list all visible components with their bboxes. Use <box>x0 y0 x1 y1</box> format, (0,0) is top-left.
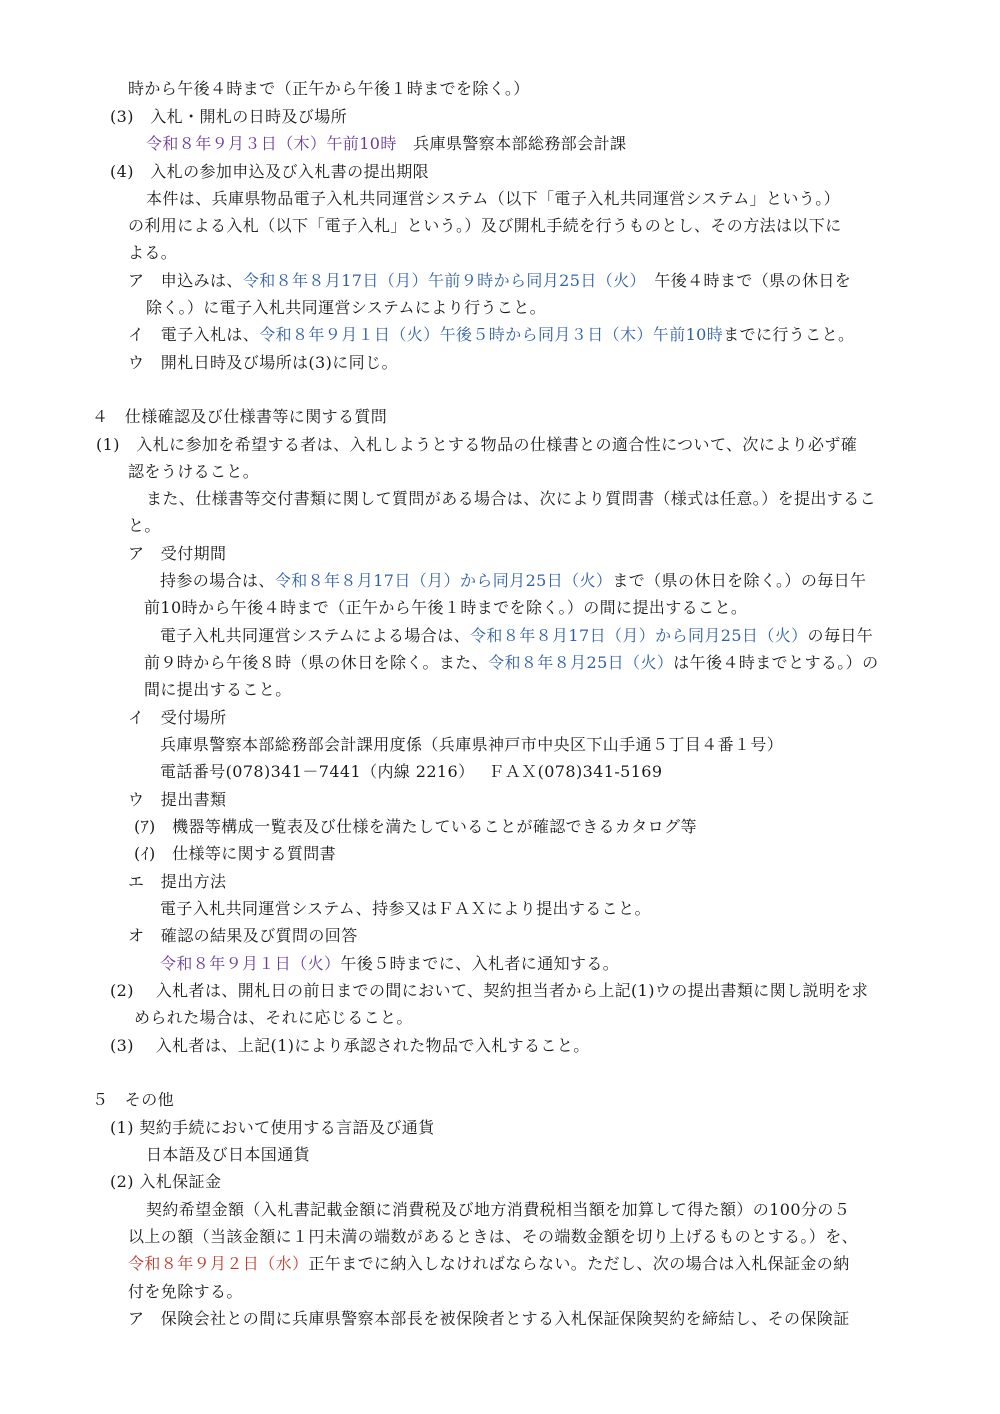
date-highlight: 令和８年９月１日（火）午後５時から同月３日（木）午前10時 <box>259 325 724 344</box>
text-line-l38 <box>146 1144 310 1166</box>
text-line-l05 <box>146 188 840 210</box>
text-segment: 本件は、兵庫県物品電子入札共同運営システム（以下「電子入札共同運営システム」という。） <box>146 189 841 208</box>
text-segment: 以上の額（当該金額に１円未満の端数があるときは、その端数金額を切り上げるものとする。）を、 <box>128 1227 859 1246</box>
text-line-l20 <box>160 625 873 647</box>
text-segment: 午後４時まで（県の休日を <box>637 271 852 290</box>
text-line-l03 <box>146 133 626 155</box>
text-segment: (1) 契約手続において使用する言語及び通貨 <box>110 1118 435 1137</box>
text-line-l26 <box>128 789 226 811</box>
text-segment: 日本語及び日本国通貨 <box>146 1145 311 1164</box>
text-segment: ５ その他 <box>92 1090 175 1109</box>
text-segment: の毎日午 <box>807 626 874 645</box>
text-segment: ア 申込みは、 <box>128 271 243 290</box>
text-segment: 電話番号(078)341－7441（内線 2216） ＦＡＸ(078)341-5169 <box>160 762 663 781</box>
text-segment: 電子入札共同運営システムによる場合は、 <box>160 626 471 645</box>
text-segment: 持参の場合は、 <box>160 571 275 590</box>
text-segment: ウ 開札日時及び場所は(3)に同じ。 <box>128 353 398 372</box>
text-segment: (2) 入札者は、開札日の前日までの間において、契約担当者から上記(1)ウの提出書類に関し説明を求 <box>110 981 869 1000</box>
text-line-l43 <box>128 1281 243 1303</box>
text-segment: 兵庫県警察本部総務部会計課 <box>396 134 627 153</box>
date-highlight: 令和８年８月17日（月）午前９時から同月25日（火） <box>242 271 638 290</box>
text-line-l15 <box>146 488 876 510</box>
date-highlight: 令和８年８月25日（火） <box>488 653 674 672</box>
text-line-l07 <box>128 242 177 264</box>
text-line-l02 <box>110 106 347 128</box>
text-line-l13 <box>96 434 857 456</box>
text-line-l28 <box>134 843 336 865</box>
date-highlight: 令和８年８月17日（月）から同月25日（火） <box>470 626 808 645</box>
text-segment: (1) 入札に参加を希望する者は、入札しようとする物品の仕様書との適合性について、次により必ず確 <box>96 435 858 454</box>
date-highlight: 令和８年９月２日（水） <box>128 1254 309 1273</box>
text-line-l11 <box>128 352 398 374</box>
text-segment: 正午までに納入しなければならない。ただし、次の場合は入札保証金の納 <box>308 1254 850 1273</box>
text-segment: は午後４時までとする。）の <box>673 653 879 672</box>
text-line-l17 <box>128 543 226 565</box>
text-line-l34 <box>134 1007 413 1029</box>
text-segment: (ｱ) 機器等構成一覧表及び仕様を満たしていることが確認できるカタログ等 <box>134 817 697 836</box>
text-segment: 前９時から午後８時（県の休日を除く。また、 <box>144 653 489 672</box>
text-line-l24 <box>160 734 783 756</box>
text-line-l32 <box>160 953 619 975</box>
text-line-l29 <box>128 871 226 893</box>
text-line-l27 <box>134 816 697 838</box>
text-line-l19 <box>144 597 747 619</box>
date-highlight: 令和８年９月３日（木）午前10時 <box>146 134 397 153</box>
text-segment: (ｲ) 仕様等に関する質問書 <box>134 844 337 863</box>
text-segment: (3) 入札・開札の日時及び場所 <box>110 107 348 126</box>
text-segment: 認をうけること。 <box>128 462 260 481</box>
text-segment: よる。 <box>128 243 178 262</box>
text-segment: (3) 入札者は、上記(1)により承認された物品で入札すること。 <box>110 1036 590 1055</box>
text-line-l14 <box>128 461 259 483</box>
text-segment: 前10時から午後４時まで（正午から午後１時までを除く。）の間に提出すること。 <box>144 598 748 617</box>
text-line-l30 <box>160 898 651 920</box>
text-line-l33 <box>110 980 868 1002</box>
text-line-l37 <box>110 1117 435 1139</box>
text-segment: 兵庫県警察本部総務部会計課用度係（兵庫県神戸市中央区下山手通５丁目４番１号） <box>160 735 784 754</box>
text-segment: 電子入札共同運営システム、持参又はＦＡＸにより提出すること。 <box>160 899 651 918</box>
text-segment: の利用による入札（以下「電子入札」という。）及び開札手続を行うものとし、その方法は以下に <box>128 216 842 235</box>
text-line-l25 <box>160 761 662 783</box>
text-line-l18 <box>160 570 866 592</box>
text-segment: 午後５時までに、入札者に通知する。 <box>340 954 620 973</box>
text-segment: 時から午後４時まで（正午から午後１時までを除く。） <box>128 79 530 98</box>
text-segment: 間に提出すること。 <box>144 680 292 699</box>
text-segment: オ 確認の結果及び質問の回答 <box>128 926 358 945</box>
text-segment: イ 電子入札は、 <box>128 325 260 344</box>
text-line-l21 <box>144 652 878 674</box>
text-segment: ア 受付期間 <box>128 544 227 563</box>
text-segment: ４ 仕様確認及び仕様書等に関する質問 <box>92 407 388 426</box>
text-segment: また、仕様書等交付書類に関して質問がある場合は、次により質問書（様式は任意。）を提出するこ <box>146 489 877 508</box>
text-line-l41 <box>128 1226 858 1248</box>
text-line-l06 <box>128 215 842 237</box>
text-segment: ウ 提出書類 <box>128 790 227 809</box>
text-segment: 付を免除する。 <box>128 1282 243 1301</box>
text-line-l22 <box>144 679 292 701</box>
text-line-l12 <box>92 406 387 428</box>
text-segment: エ 提出方法 <box>128 872 227 891</box>
text-line-l31 <box>128 925 358 947</box>
text-segment: 契約希望金額（入札書記載金額に消費税及び地方消費税相当額を加算して得た額）の100分の５ <box>146 1200 851 1219</box>
text-line-l08 <box>128 270 851 292</box>
text-line-l09 <box>146 297 546 319</box>
text-line-l39 <box>110 1171 221 1193</box>
date-highlight: 令和８年８月17日（月）から同月25日（火） <box>274 571 613 590</box>
text-line-l10 <box>128 324 854 346</box>
text-segment: (2) 入札保証金 <box>110 1172 222 1191</box>
text-segment: と。 <box>128 516 161 535</box>
text-line-l16 <box>128 515 161 537</box>
text-line-l01 <box>128 78 530 100</box>
date-highlight: 令和８年９月１日（火） <box>160 954 341 973</box>
text-line-l36 <box>92 1089 174 1111</box>
text-line-l35 <box>110 1035 590 1057</box>
text-line-l23 <box>128 707 226 729</box>
text-line-l44 <box>128 1308 850 1330</box>
text-segment: まで（県の休日を除く。）の毎日午 <box>612 571 867 590</box>
text-segment: (4) 入札の参加申込及び入札書の提出期限 <box>110 162 430 181</box>
text-segment: められた場合は、それに応じること。 <box>134 1008 413 1027</box>
text-line-l04 <box>110 161 429 183</box>
text-segment: イ 受付場所 <box>128 708 227 727</box>
text-line-l42 <box>128 1253 850 1275</box>
text-segment: までに行うこと。 <box>723 325 855 344</box>
text-line-l40 <box>146 1199 850 1221</box>
text-segment: ア 保険会社との間に兵庫県警察本部長を被保険者とする入札保証保険契約を締結し、その保険証 <box>128 1309 850 1328</box>
text-segment: 除く。）に電子入札共同運営システムにより行うこと。 <box>146 298 547 317</box>
